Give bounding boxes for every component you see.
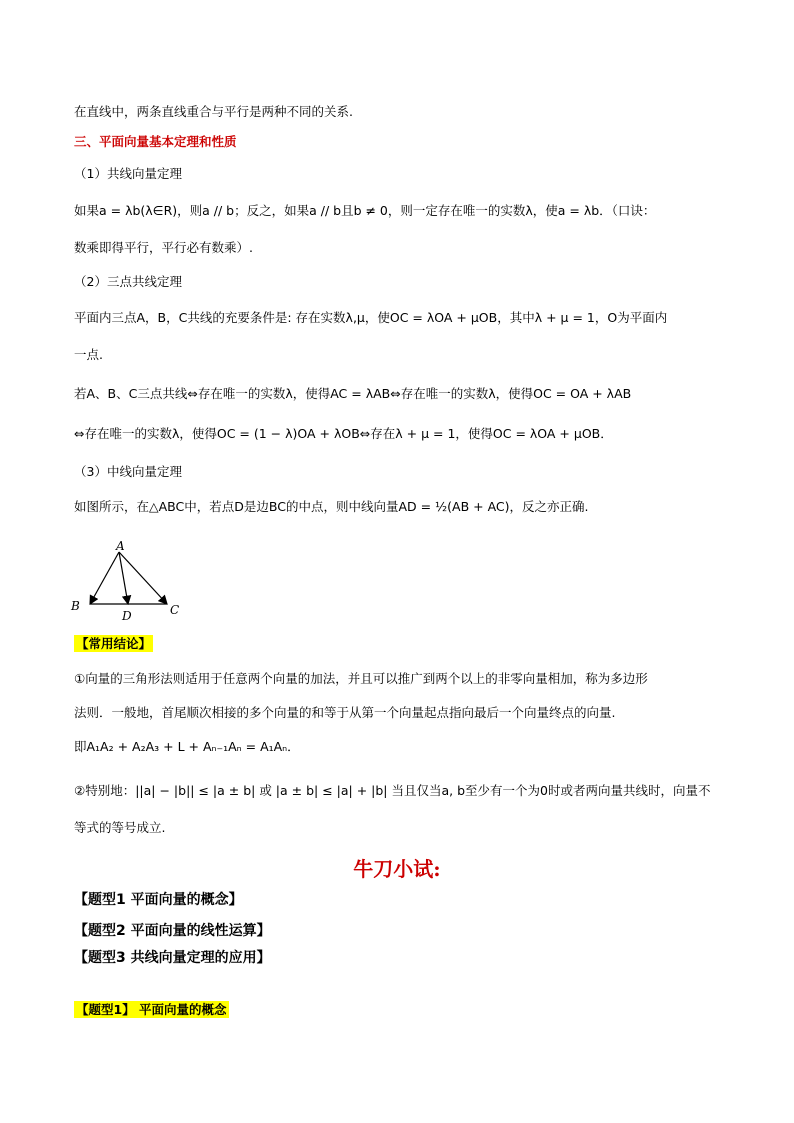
conclusion-2-text-2: 等式的等号成立. xyxy=(74,820,166,835)
conclusion-1-text: ①向量的三角形法则适用于任意两个向量的加法，并且可以推广到两个以上的非零向量相加，称为多边形 xyxy=(74,671,648,686)
label-b: B xyxy=(71,599,80,613)
subsection-2-heading: （2）三点共线定理 xyxy=(74,274,182,289)
three-points-text-2: 一点. xyxy=(74,347,103,362)
label-d: D xyxy=(122,609,132,623)
question-1-tag-row xyxy=(74,1002,229,1018)
conclusion-2-text: ②特别地：||a| − |b|| ≤ |a ± b| 或 |a ± b| ≤ |a| + |b| 当且仅当a, b至少有一个为0时或者两向量共线时，向量不 xyxy=(74,783,711,798)
subsection-3-heading: （3）中线向量定理 xyxy=(74,464,182,479)
common-conclusion-tag: 【常用结论】 xyxy=(76,636,152,651)
vector-ab xyxy=(90,552,119,604)
conclusion-1-text-2: 法则．一般地，首尾顺次相接的多个向量的和等于从第一个向量起点指向最后一个向量终点的向量. xyxy=(74,705,616,720)
question-type-1: 【题型1 平面向量的概念】 xyxy=(74,892,243,908)
median-theorem-text: 如图所示，在△ABC中，若点D是边BC的中点，则中线向量AD = ½(AB + AC)，反之亦正确. xyxy=(74,499,589,514)
label-a: A xyxy=(116,540,125,553)
section-3-heading: 三、平面向量基本定理和性质 xyxy=(74,134,237,149)
three-points-text-4: ⇔存在唯一的实数λ，使得OC = (1 − λ)OA + λOB⇔存在λ + μ = 1，使得OC = λOA + μOB． xyxy=(74,426,613,441)
subsection-1-heading: （1）共线向量定理 xyxy=(74,166,182,181)
collinear-theorem-text-2: 数乘即得平行，平行必有数乘）. xyxy=(74,240,253,255)
question-1-tag: 【题型1】 平面向量的概念 xyxy=(76,1002,227,1017)
three-points-text: 平面内三点A，B，C共线的充要条件是: 存在实数λ,μ，使OC = λOA + μOB，其中λ + μ = 1，O为平面内 xyxy=(74,310,668,325)
question-type-2: 【题型2 平面向量的线性运算】 xyxy=(74,923,271,939)
common-conclusion-tag-row xyxy=(74,636,153,652)
intro-text: 在直线中，两条直线重合与平行是两种不同的关系. xyxy=(74,104,353,119)
conclusion-1-formula: 即A₁A₂ + A₂A₃ + L + Aₙ₋₁Aₙ = A₁Aₙ． xyxy=(74,739,300,754)
label-c: C xyxy=(170,603,180,617)
collinear-theorem-text: 如果a = λb(λ∈R)，则a // b；反之，如果a // b且b ≠ 0，则一定存在唯一的实数λ，使a = λb．（口诀： xyxy=(74,203,656,218)
question-type-3: 【题型3 共线向量定理的应用】 xyxy=(74,950,271,966)
three-points-text-3: 若A、B、C三点共线⇔存在唯一的实数λ，使得AC = λAB⇔存在唯一的实数λ，使得OC = OA + λAB xyxy=(74,386,632,401)
triangle-figure xyxy=(66,540,186,625)
practice-title: 牛刀小试: xyxy=(353,857,441,881)
